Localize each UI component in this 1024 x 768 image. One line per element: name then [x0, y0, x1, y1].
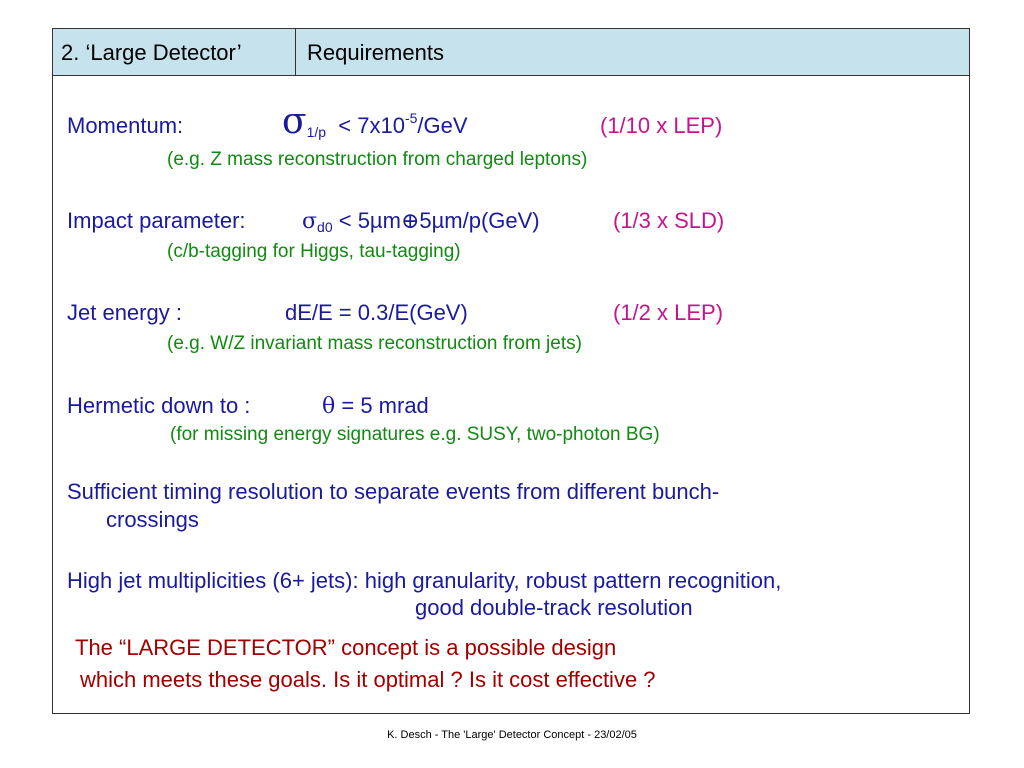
jet-energy-note: (e.g. W/Z invariant mass reconstruction from jets): [167, 333, 582, 354]
sigma-subscript: 1/p: [306, 124, 327, 140]
momentum-exponent: -5: [404, 110, 418, 126]
momentum-note: (e.g. Z mass reconstruction from charged leptons): [167, 149, 588, 170]
slide-footer: K. Desch - The 'Large' Detector Concept - 23/02/05: [387, 729, 637, 741]
header-topic-title: Requirements: [307, 40, 444, 65]
jet-energy-formula: dE/E = 0.3/E(GeV): [285, 300, 468, 325]
impact-bound-a: < 5µm: [338, 208, 401, 233]
hermetic-label: Hermetic down to :: [67, 393, 251, 418]
hermetic-formula: [322, 395, 429, 418]
header-divider: [295, 29, 296, 75]
impact-bound-b: 5µm/p(GeV): [419, 208, 540, 233]
impact-comparison: (1/3 x SLD): [613, 208, 725, 233]
conclusion-line-1: The “LARGE DETECTOR” concept is a possible design: [75, 635, 617, 660]
header-section-title: 2. ‘Large Detector’: [61, 40, 242, 65]
momentum-comparison: (1/10 x LEP): [600, 113, 723, 138]
impact-note: (c/b-tagging for Higgs, tau-tagging): [167, 241, 461, 262]
sigma-symbol: σ: [282, 101, 307, 142]
jet-energy-comparison: (1/2 x LEP): [613, 300, 724, 325]
impact-formula: [302, 210, 540, 234]
multiplicity-line-1: High jet multiplicities (6+ jets): high granularity, robust pattern recognition,: [67, 568, 782, 593]
timing-line-2: crossings: [106, 507, 199, 532]
momentum-bound: < 7x10: [338, 113, 405, 138]
timing-line-1: Sufficient timing resolution to separate events from different bunch-: [67, 479, 720, 504]
multiplicity-line-2: good double-track resolution: [415, 595, 693, 620]
slide-header: [52, 28, 970, 76]
oplus-symbol: ⊕: [400, 209, 420, 234]
sigma-subscript: d0: [317, 219, 333, 235]
hermetic-value: = 5 mrad: [335, 393, 429, 418]
jet-energy-label: Jet energy :: [67, 300, 182, 325]
hermetic-note: (for missing energy signatures e.g. SUSY, two-photon BG): [170, 424, 660, 445]
momentum-label: Momentum:: [67, 113, 184, 138]
impact-label: Impact parameter:: [67, 208, 246, 233]
sigma-symbol: σ: [302, 209, 318, 234]
theta-symbol: θ: [322, 394, 336, 419]
momentum-unit: /GeV: [417, 113, 468, 138]
momentum-formula: [282, 101, 468, 142]
conclusion-line-2: which meets these goals. Is it optimal ? Is it cost effective ?: [80, 667, 656, 692]
